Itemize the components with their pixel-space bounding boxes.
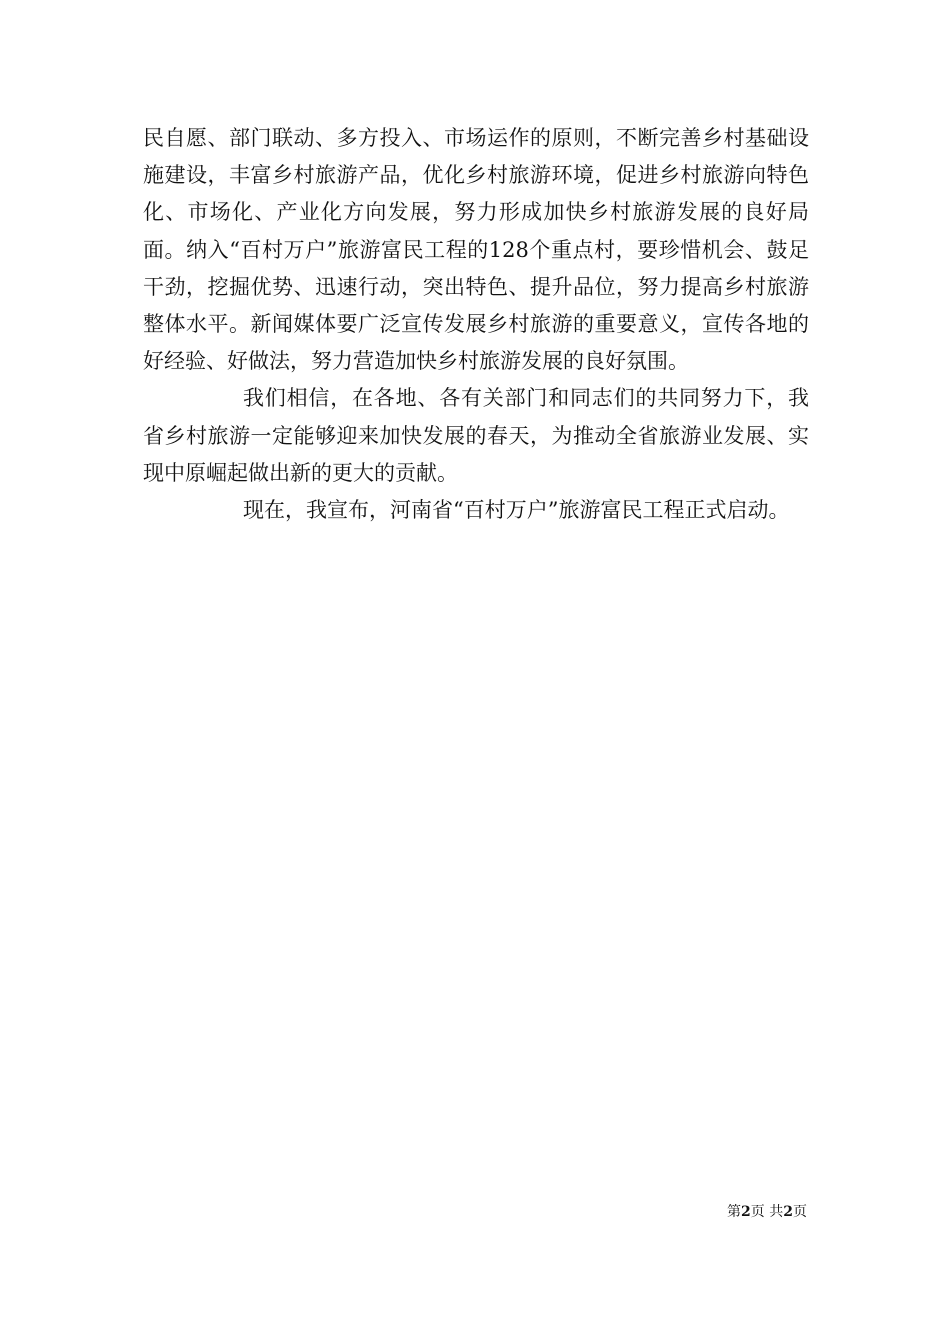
page-footer: [727, 1203, 807, 1221]
footer-middle: 页 共: [750, 1204, 784, 1220]
document-body: [143, 120, 809, 529]
paragraph-1: 民自愿、部门联动、多方投入、市场运作的原则，不断完善乡村基础设施建设，丰富乡村旅游产品，优化乡村旅游环境，促进乡村旅游向特色化、市场化、产业化方向发展，努力形成加快乡村旅游发展的良好局面。纳入“百村万户”旅游富民工程的128个重点村，要珍惜机会、鼓足干劲，挖掘优势、迅速行动，突出特色、提升品位，努力提高乡村旅游整体水平。新闻媒体要广泛宣传发展乡村旅游的重要意义，宣传各地的好经验、好做法，努力营造加快乡村旅游发展的良好氛围。: [143, 126, 809, 374]
paragraph-2: 我们相信，在各地、各有关部门和同志们的共同努力下，我省乡村旅游一定能够迎来加快发展的春天，为推动全省旅游业发展、实现中原崛起做出新的更大的贡献。: [143, 386, 809, 485]
footer-prefix: 第: [727, 1204, 742, 1220]
footer-suffix: 页: [793, 1204, 807, 1220]
paragraph-3: 现在，我宣布，河南省“百村万户”旅游富民工程正式启动。: [243, 498, 790, 523]
footer-current-page: 2: [741, 1204, 751, 1220]
footer-total-pages: 2: [783, 1204, 793, 1220]
